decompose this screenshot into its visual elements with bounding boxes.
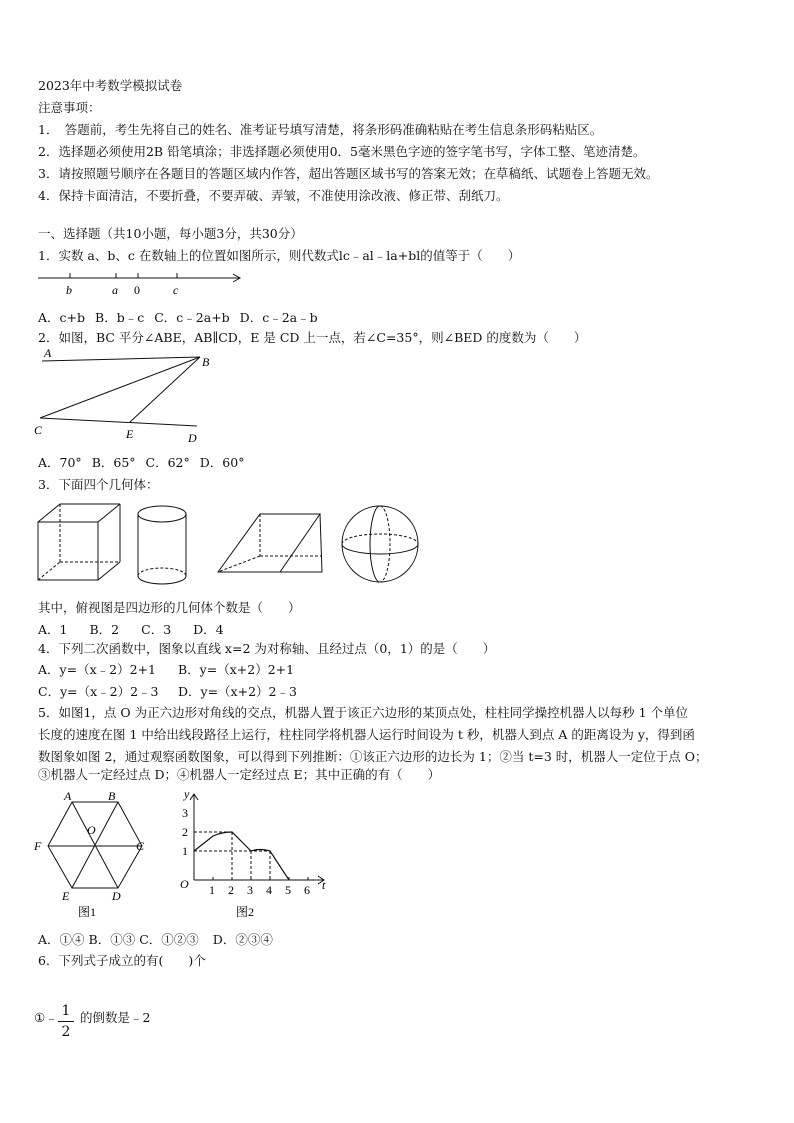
notice-1: 1． 答题前，考生先将自己的姓名、准考证号填写清楚，将条形码准确粘贴在考生信息条形码粘贴区。	[38, 122, 603, 137]
q2-option-d[interactable]: D．60°	[199, 455, 245, 470]
q3-options	[38, 622, 234, 638]
q1-stem: 1．实数 a、b、c 在数轴上的位置如图所示，则代数式lc﹣al﹣la+bl的值等于（ ）	[38, 248, 521, 263]
hexagon-figure	[30, 788, 160, 920]
q3-option-c[interactable]: C．3	[141, 622, 172, 637]
q3-option-d[interactable]: D．4	[193, 622, 224, 637]
solids-figure	[30, 500, 430, 592]
q5-option-d[interactable]: D．②③④	[212, 932, 273, 947]
cylinder-figure	[138, 506, 186, 584]
hex-label-E: E	[62, 889, 70, 903]
label-zero: 0	[134, 283, 140, 297]
q4-options-row1	[38, 662, 294, 678]
q2-option-a[interactable]: A．70°	[38, 455, 82, 470]
label-C: C	[34, 423, 43, 437]
graph-origin: O	[180, 877, 189, 891]
label-a: a	[112, 283, 118, 297]
label-b: b	[66, 283, 72, 297]
q3-option-a[interactable]: A．1	[38, 622, 68, 637]
number-line-figure	[34, 268, 244, 298]
q4-options-row2	[38, 684, 297, 700]
q4-option-d[interactable]: D．y=（x+2）2﹣3	[178, 684, 297, 699]
q4-option-b[interactable]: B．y=（x+2）2+1	[178, 662, 295, 677]
q4-stem: 4．下列二次函数中，图象以直线 x=2 为对称轴、且经过点（0，1）的是（ ）	[38, 641, 496, 656]
q1-option-b[interactable]: B．b﹣c	[95, 310, 145, 325]
label-A: A	[44, 346, 52, 360]
label-D: D	[188, 431, 197, 445]
graph-y-label: y	[184, 787, 190, 801]
hex-label-F: F	[34, 839, 42, 853]
fraction-denominator: 2	[61, 1024, 71, 1040]
graph-y-tick: 2	[182, 825, 188, 839]
label-B: B	[202, 355, 210, 369]
fraction-numerator: 1	[61, 1003, 71, 1019]
prism-figure	[218, 514, 322, 572]
notice-3: 3．请按照题号顺序在各题目的答题区域内作答，超出答题区域书写的答案无效；在草稿纸、试题卷上答题无效。	[38, 166, 659, 181]
notice-4: 4．保持卡面清洁，不要折叠，不要弄破、弄皱，不准使用涂改液、修正带、刮纸刀。	[38, 188, 509, 203]
graph-x-tick: 6	[304, 883, 310, 897]
graph-x-tick: 5	[285, 883, 291, 897]
q2-options	[38, 455, 254, 471]
hex-label-A: A	[64, 789, 72, 803]
hex-label-B: B	[108, 789, 116, 803]
q5-line-3: 数图象如图 2，通过观察函数图象，可以得到下列推断：①该正六边形的边长为 1；②当 t=3 时，机器人一定位于点 O；	[38, 749, 708, 764]
q2-option-b[interactable]: B．65°	[91, 455, 136, 470]
cube-figure	[38, 504, 120, 580]
q1-options	[38, 310, 328, 326]
q5-line-1: 5．如图1，点 O 为正六边形对角线的交点，机器人置于该正六边形的某顶点处，柱柱同学操控机器人以每秒 1 个单位	[38, 705, 689, 720]
label-c: c	[173, 283, 179, 297]
q5-line-2: 长度的速度在图 1 中给出线段路径上运行，柱柱同学将机器人运行时间设为 t 秒，机器人到点 A 的距离设为 y，得到函	[38, 727, 695, 742]
hex-label-D: D	[112, 889, 121, 903]
q3-option-b[interactable]: B．2	[89, 622, 120, 637]
q5-options	[38, 932, 273, 948]
q1-option-c[interactable]: C．c﹣2a+b	[154, 310, 230, 325]
graph-y-tick: 3	[182, 806, 188, 820]
q6-fraction	[58, 1003, 74, 1040]
q2-stem: 2．如图，BC 平分∠ABE，AB∥CD，E 是 CD 上一点，若∠C=35°，则∠BED 的度数为（ ）	[38, 330, 587, 345]
parallel-lines-figure	[32, 346, 222, 446]
q3-stem: 3．下面四个几何体：	[38, 477, 159, 492]
graph-x-tick: 3	[247, 883, 253, 897]
exam-title: 2023年中考数学模拟试卷	[38, 78, 183, 93]
notice-2: 2．选择题必须使用2B 铅笔填涂；非选择题必须使用0．5毫米黑色字迹的签字笔书写，字体工整、笔迹清楚。	[38, 144, 646, 159]
hex-label-C: C	[136, 839, 145, 853]
q2-option-c[interactable]: C．62°	[145, 455, 190, 470]
fraction-bar	[58, 1021, 74, 1022]
q5-option-b[interactable]: B．①③	[88, 932, 136, 947]
q6-item-suffix: 的倒数是﹣2	[80, 1010, 151, 1025]
q6-stem: 6．下列式子成立的有( )个	[38, 953, 206, 968]
q3-question: 其中，俯视图是四边形的几何体个数是（ ）	[38, 600, 301, 615]
graph-x-tick: 4	[266, 883, 272, 897]
sphere-figure	[342, 506, 418, 582]
q1-option-d[interactable]: D．c﹣2a﹣b	[239, 310, 318, 325]
section-title: 一、选择题（共10小题，每小题3分，共30分）	[38, 226, 303, 241]
q5-option-a[interactable]: A．①④	[38, 932, 85, 947]
q4-option-a[interactable]: A．y=（x﹣2）2+1	[38, 662, 156, 677]
graph-x-tick: 2	[228, 883, 234, 897]
q6-item-prefix: ①﹣	[34, 1010, 58, 1025]
q4-option-c[interactable]: C．y=（x﹣2）2﹣3	[38, 684, 159, 699]
notice-title: 注意事项：	[38, 100, 101, 115]
function-graph-figure	[174, 788, 334, 920]
q5-option-c[interactable]: C．①②③	[139, 932, 199, 947]
q1-option-a[interactable]: A．c+b	[38, 310, 86, 325]
graph-y-tick: 1	[182, 844, 188, 858]
q5-line-4: ③机器人一定经过点 D；④机器人一定经过点 E；其中正确的有（ ）	[38, 767, 441, 782]
graph-x-label: t	[322, 878, 326, 892]
fig1-caption: 图1	[78, 905, 97, 919]
fig2-caption: 图2	[236, 905, 255, 919]
hex-label-O: O	[87, 823, 96, 837]
label-E: E	[126, 427, 134, 441]
graph-x-tick: 1	[209, 883, 215, 897]
